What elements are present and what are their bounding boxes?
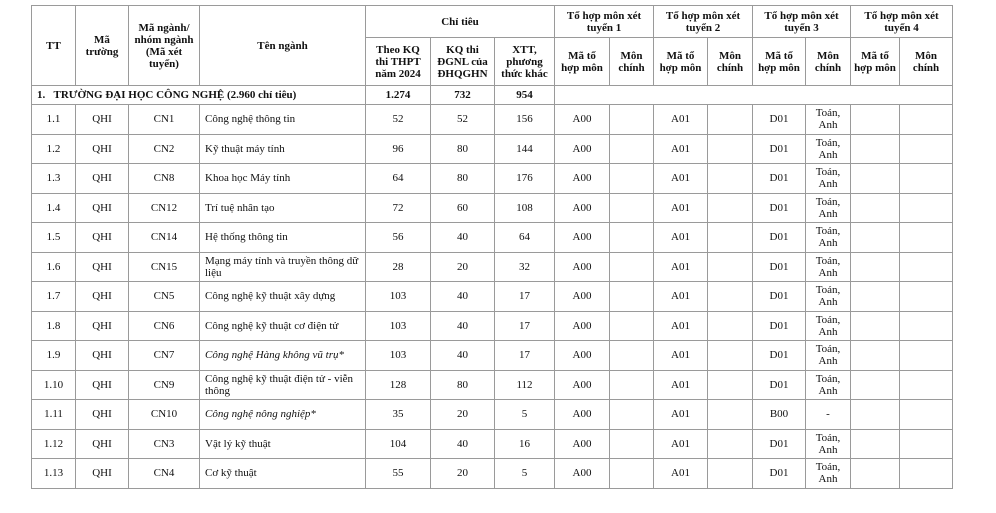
cell-mon-chinh-4 bbox=[900, 164, 953, 194]
section-row bbox=[32, 86, 953, 105]
section-dgnl: 732 bbox=[431, 86, 495, 105]
cell-to-hop-1: A00 bbox=[555, 164, 610, 194]
header-dgnl: KQ thi ĐGNL của ĐHQGHN bbox=[431, 38, 495, 86]
header-xtt: XTT, phương thức khác bbox=[495, 38, 555, 86]
cell-tt: 1.10 bbox=[32, 370, 76, 400]
cell-dgnl: 40 bbox=[431, 282, 495, 312]
cell-tt: 1.6 bbox=[32, 252, 76, 282]
cell-mon-chinh-2 bbox=[708, 134, 753, 164]
cell-to-hop-3: D01 bbox=[753, 164, 806, 194]
cell-mon-chinh-1 bbox=[610, 400, 654, 430]
cell-mon-chinh-1 bbox=[610, 252, 654, 282]
cell-thpt: 55 bbox=[366, 459, 431, 489]
cell-dgnl: 52 bbox=[431, 105, 495, 135]
cell-to-hop-1: A00 bbox=[555, 459, 610, 489]
cell-mon-chinh-4 bbox=[900, 223, 953, 253]
cell-mon-chinh-3: Toán, Anh bbox=[806, 459, 851, 489]
cell-ten-nganh: Công nghệ kỹ thuật điện tử - viễn thông bbox=[200, 370, 366, 400]
cell-mon-chinh-3: Toán, Anh bbox=[806, 134, 851, 164]
header-to-hop-4: Tổ hợp môn xét tuyển 4 bbox=[851, 6, 953, 38]
cell-to-hop-4 bbox=[851, 223, 900, 253]
cell-dgnl: 20 bbox=[431, 400, 495, 430]
cell-to-hop-3: D01 bbox=[753, 252, 806, 282]
cell-mon-chinh-4 bbox=[900, 252, 953, 282]
cell-mon-chinh-2 bbox=[708, 400, 753, 430]
cell-to-hop-3: D01 bbox=[753, 311, 806, 341]
cell-ma-truong: QHI bbox=[76, 134, 129, 164]
cell-to-hop-4 bbox=[851, 459, 900, 489]
cell-ten-nganh: Vật lý kỹ thuật bbox=[200, 429, 366, 459]
cell-to-hop-1: A00 bbox=[555, 223, 610, 253]
table-row bbox=[32, 223, 953, 253]
cell-ma-truong: QHI bbox=[76, 400, 129, 430]
header-tt: TT bbox=[32, 6, 76, 86]
cell-ma-nganh: CN10 bbox=[129, 400, 200, 430]
cell-thpt: 35 bbox=[366, 400, 431, 430]
cell-to-hop-4 bbox=[851, 311, 900, 341]
cell-ma-nganh: CN7 bbox=[129, 341, 200, 371]
cell-mon-chinh-2 bbox=[708, 252, 753, 282]
cell-dgnl: 60 bbox=[431, 193, 495, 223]
cell-ma-truong: QHI bbox=[76, 311, 129, 341]
cell-to-hop-3: D01 bbox=[753, 134, 806, 164]
cell-ma-truong: QHI bbox=[76, 252, 129, 282]
cell-mon-chinh-3: Toán, Anh bbox=[806, 193, 851, 223]
cell-mon-chinh-2 bbox=[708, 223, 753, 253]
cell-mon-chinh-3: Toán, Anh bbox=[806, 105, 851, 135]
cell-ten-nganh: Cơ kỹ thuật bbox=[200, 459, 366, 489]
cell-mon-chinh-4 bbox=[900, 459, 953, 489]
cell-ma-truong: QHI bbox=[76, 223, 129, 253]
cell-ma-nganh: CN3 bbox=[129, 429, 200, 459]
cell-to-hop-2: A01 bbox=[654, 429, 708, 459]
cell-to-hop-1: A00 bbox=[555, 311, 610, 341]
cell-mon-chinh-4 bbox=[900, 134, 953, 164]
cell-to-hop-3: D01 bbox=[753, 105, 806, 135]
header-ma-to-hop-3: Mã tổ hợp môn bbox=[753, 38, 806, 86]
cell-to-hop-3: D01 bbox=[753, 370, 806, 400]
cell-to-hop-2: A01 bbox=[654, 164, 708, 194]
table-header bbox=[32, 6, 953, 86]
cell-mon-chinh-1 bbox=[610, 164, 654, 194]
cell-tt: 1.9 bbox=[32, 341, 76, 371]
cell-xtt: 156 bbox=[495, 105, 555, 135]
cell-mon-chinh-2 bbox=[708, 429, 753, 459]
table-body bbox=[32, 86, 953, 489]
header-to-hop-2: Tổ hợp môn xét tuyển 2 bbox=[654, 6, 753, 38]
cell-to-hop-1: A00 bbox=[555, 105, 610, 135]
cell-ma-truong: QHI bbox=[76, 370, 129, 400]
cell-to-hop-4 bbox=[851, 134, 900, 164]
cell-mon-chinh-4 bbox=[900, 341, 953, 371]
cell-dgnl: 40 bbox=[431, 429, 495, 459]
cell-thpt: 103 bbox=[366, 282, 431, 312]
section-title bbox=[32, 86, 366, 105]
cell-ten-nganh: Kỹ thuật máy tính bbox=[200, 134, 366, 164]
header-mon-chinh-1: Môn chính bbox=[610, 38, 654, 86]
cell-to-hop-2: A01 bbox=[654, 105, 708, 135]
cell-dgnl: 20 bbox=[431, 252, 495, 282]
header-ma-to-hop-4: Mã tổ hợp môn bbox=[851, 38, 900, 86]
cell-ma-nganh: CN1 bbox=[129, 105, 200, 135]
cell-dgnl: 40 bbox=[431, 223, 495, 253]
cell-mon-chinh-1 bbox=[610, 459, 654, 489]
cell-ma-truong: QHI bbox=[76, 282, 129, 312]
cell-to-hop-1: A00 bbox=[555, 134, 610, 164]
cell-mon-chinh-4 bbox=[900, 193, 953, 223]
cell-mon-chinh-1 bbox=[610, 341, 654, 371]
cell-ma-nganh: CN6 bbox=[129, 311, 200, 341]
header-ma-truong: Mã trường bbox=[76, 6, 129, 86]
cell-to-hop-3: D01 bbox=[753, 429, 806, 459]
cell-to-hop-3: D01 bbox=[753, 193, 806, 223]
cell-ma-nganh: CN5 bbox=[129, 282, 200, 312]
cell-ma-truong: QHI bbox=[76, 164, 129, 194]
cell-tt: 1.2 bbox=[32, 134, 76, 164]
cell-mon-chinh-1 bbox=[610, 105, 654, 135]
cell-mon-chinh-3: Toán, Anh bbox=[806, 429, 851, 459]
cell-dgnl: 80 bbox=[431, 370, 495, 400]
cell-to-hop-1: A00 bbox=[555, 341, 610, 371]
cell-ma-nganh: CN9 bbox=[129, 370, 200, 400]
table-row bbox=[32, 282, 953, 312]
table-row bbox=[32, 341, 953, 371]
cell-mon-chinh-2 bbox=[708, 105, 753, 135]
cell-thpt: 103 bbox=[366, 341, 431, 371]
cell-xtt: 5 bbox=[495, 400, 555, 430]
cell-tt: 1.11 bbox=[32, 400, 76, 430]
header-mon-chinh-4: Môn chính bbox=[900, 38, 953, 86]
cell-ma-nganh: CN12 bbox=[129, 193, 200, 223]
header-ma-to-hop-2: Mã tổ hợp môn bbox=[654, 38, 708, 86]
cell-to-hop-1: A00 bbox=[555, 282, 610, 312]
cell-ma-truong: QHI bbox=[76, 105, 129, 135]
cell-thpt: 52 bbox=[366, 105, 431, 135]
cell-to-hop-2: A01 bbox=[654, 223, 708, 253]
cell-mon-chinh-3: Toán, Anh bbox=[806, 311, 851, 341]
table-row bbox=[32, 134, 953, 164]
cell-to-hop-4 bbox=[851, 370, 900, 400]
cell-mon-chinh-2 bbox=[708, 459, 753, 489]
cell-thpt: 72 bbox=[366, 193, 431, 223]
header-chi-tieu: Chỉ tiêu bbox=[366, 6, 555, 38]
cell-thpt: 103 bbox=[366, 311, 431, 341]
header-to-hop-1: Tổ hợp môn xét tuyển 1 bbox=[555, 6, 654, 38]
cell-xtt: 176 bbox=[495, 164, 555, 194]
header-ma-nganh: Mã ngành/ nhóm ngành (Mã xét tuyển) bbox=[129, 6, 200, 86]
section-name: TRƯỜNG ĐẠI HỌC CÔNG NGHỆ (2.960 chỉ tiêu) bbox=[53, 89, 297, 101]
cell-mon-chinh-3: Toán, Anh bbox=[806, 252, 851, 282]
cell-to-hop-2: A01 bbox=[654, 459, 708, 489]
cell-thpt: 56 bbox=[366, 223, 431, 253]
section-empty bbox=[555, 86, 953, 105]
cell-ten-nganh: Công nghệ thông tin bbox=[200, 105, 366, 135]
cell-to-hop-2: A01 bbox=[654, 252, 708, 282]
cell-ma-truong: QHI bbox=[76, 429, 129, 459]
cell-xtt: 32 bbox=[495, 252, 555, 282]
cell-tt: 1.7 bbox=[32, 282, 76, 312]
cell-ma-nganh: CN2 bbox=[129, 134, 200, 164]
cell-dgnl: 40 bbox=[431, 311, 495, 341]
cell-dgnl: 80 bbox=[431, 164, 495, 194]
section-thpt: 1.274 bbox=[366, 86, 431, 105]
cell-tt: 1.4 bbox=[32, 193, 76, 223]
table-row bbox=[32, 252, 953, 282]
cell-to-hop-2: A01 bbox=[654, 370, 708, 400]
cell-xtt: 108 bbox=[495, 193, 555, 223]
cell-mon-chinh-1 bbox=[610, 429, 654, 459]
header-to-hop-3: Tổ hợp môn xét tuyển 3 bbox=[753, 6, 851, 38]
cell-to-hop-4 bbox=[851, 252, 900, 282]
header-ten-nganh: Tên ngành bbox=[200, 6, 366, 86]
table-row bbox=[32, 370, 953, 400]
cell-mon-chinh-4 bbox=[900, 370, 953, 400]
section-index: 1. bbox=[37, 89, 46, 101]
cell-mon-chinh-2 bbox=[708, 341, 753, 371]
cell-mon-chinh-2 bbox=[708, 311, 753, 341]
table-row bbox=[32, 400, 953, 430]
cell-mon-chinh-4 bbox=[900, 282, 953, 312]
cell-mon-chinh-4 bbox=[900, 429, 953, 459]
table-row bbox=[32, 164, 953, 194]
cell-mon-chinh-2 bbox=[708, 193, 753, 223]
cell-mon-chinh-3: - bbox=[806, 400, 851, 430]
cell-ten-nganh: Công nghệ nông nghiệp* bbox=[200, 400, 366, 430]
cell-to-hop-3: D01 bbox=[753, 459, 806, 489]
cell-dgnl: 80 bbox=[431, 134, 495, 164]
cell-mon-chinh-1 bbox=[610, 311, 654, 341]
cell-ma-nganh: CN14 bbox=[129, 223, 200, 253]
cell-thpt: 96 bbox=[366, 134, 431, 164]
cell-to-hop-2: A01 bbox=[654, 134, 708, 164]
cell-ma-truong: QHI bbox=[76, 193, 129, 223]
cell-xtt: 64 bbox=[495, 223, 555, 253]
cell-to-hop-4 bbox=[851, 341, 900, 371]
cell-ma-nganh: CN8 bbox=[129, 164, 200, 194]
cell-to-hop-4 bbox=[851, 193, 900, 223]
header-ma-to-hop-1: Mã tổ hợp môn bbox=[555, 38, 610, 86]
cell-tt: 1.12 bbox=[32, 429, 76, 459]
admission-quota-table bbox=[31, 5, 953, 489]
cell-ten-nganh: Trí tuệ nhân tạo bbox=[200, 193, 366, 223]
cell-to-hop-1: A00 bbox=[555, 429, 610, 459]
cell-ten-nganh: Công nghệ kỹ thuật cơ điện tử bbox=[200, 311, 366, 341]
cell-to-hop-4 bbox=[851, 164, 900, 194]
cell-mon-chinh-2 bbox=[708, 164, 753, 194]
cell-mon-chinh-3: Toán, Anh bbox=[806, 341, 851, 371]
cell-xtt: 144 bbox=[495, 134, 555, 164]
cell-mon-chinh-3: Toán, Anh bbox=[806, 164, 851, 194]
cell-ma-truong: QHI bbox=[76, 341, 129, 371]
cell-thpt: 104 bbox=[366, 429, 431, 459]
cell-tt: 1.3 bbox=[32, 164, 76, 194]
cell-thpt: 128 bbox=[366, 370, 431, 400]
cell-mon-chinh-3: Toán, Anh bbox=[806, 370, 851, 400]
cell-xtt: 17 bbox=[495, 311, 555, 341]
cell-mon-chinh-3: Toán, Anh bbox=[806, 223, 851, 253]
cell-to-hop-3: D01 bbox=[753, 282, 806, 312]
cell-ma-nganh: CN15 bbox=[129, 252, 200, 282]
cell-to-hop-2: A01 bbox=[654, 400, 708, 430]
cell-to-hop-3: D01 bbox=[753, 341, 806, 371]
cell-mon-chinh-3: Toán, Anh bbox=[806, 282, 851, 312]
table-row bbox=[32, 193, 953, 223]
cell-mon-chinh-1 bbox=[610, 370, 654, 400]
cell-mon-chinh-2 bbox=[708, 282, 753, 312]
cell-to-hop-2: A01 bbox=[654, 341, 708, 371]
cell-to-hop-4 bbox=[851, 400, 900, 430]
cell-to-hop-2: A01 bbox=[654, 282, 708, 312]
cell-dgnl: 40 bbox=[431, 341, 495, 371]
cell-tt: 1.13 bbox=[32, 459, 76, 489]
section-xtt: 954 bbox=[495, 86, 555, 105]
cell-mon-chinh-4 bbox=[900, 105, 953, 135]
cell-to-hop-4 bbox=[851, 282, 900, 312]
table-row bbox=[32, 429, 953, 459]
table-row bbox=[32, 459, 953, 489]
cell-mon-chinh-1 bbox=[610, 193, 654, 223]
cell-xtt: 112 bbox=[495, 370, 555, 400]
cell-to-hop-1: A00 bbox=[555, 193, 610, 223]
cell-xtt: 17 bbox=[495, 282, 555, 312]
cell-to-hop-3: B00 bbox=[753, 400, 806, 430]
cell-mon-chinh-1 bbox=[610, 282, 654, 312]
cell-to-hop-1: A00 bbox=[555, 400, 610, 430]
header-thpt: Theo KQ thi THPT năm 2024 bbox=[366, 38, 431, 86]
cell-thpt: 28 bbox=[366, 252, 431, 282]
cell-ten-nganh: Hệ thống thông tin bbox=[200, 223, 366, 253]
cell-to-hop-1: A00 bbox=[555, 252, 610, 282]
cell-ten-nganh: Công nghệ kỹ thuật xây dựng bbox=[200, 282, 366, 312]
cell-to-hop-3: D01 bbox=[753, 223, 806, 253]
cell-ma-nganh: CN4 bbox=[129, 459, 200, 489]
cell-mon-chinh-1 bbox=[610, 223, 654, 253]
cell-ten-nganh: Mạng máy tính và truyền thông dữ liệu bbox=[200, 252, 366, 282]
cell-tt: 1.5 bbox=[32, 223, 76, 253]
header-mon-chinh-3: Môn chính bbox=[806, 38, 851, 86]
table-row bbox=[32, 105, 953, 135]
cell-ten-nganh: Khoa học Máy tính bbox=[200, 164, 366, 194]
cell-to-hop-1: A00 bbox=[555, 370, 610, 400]
cell-mon-chinh-4 bbox=[900, 311, 953, 341]
header-mon-chinh-2: Môn chính bbox=[708, 38, 753, 86]
cell-xtt: 17 bbox=[495, 341, 555, 371]
cell-ten-nganh: Công nghệ Hàng không vũ trụ* bbox=[200, 341, 366, 371]
cell-dgnl: 20 bbox=[431, 459, 495, 489]
cell-mon-chinh-2 bbox=[708, 370, 753, 400]
cell-xtt: 16 bbox=[495, 429, 555, 459]
cell-tt: 1.1 bbox=[32, 105, 76, 135]
cell-to-hop-2: A01 bbox=[654, 193, 708, 223]
cell-to-hop-2: A01 bbox=[654, 311, 708, 341]
cell-ma-truong: QHI bbox=[76, 459, 129, 489]
cell-mon-chinh-4 bbox=[900, 400, 953, 430]
cell-xtt: 5 bbox=[495, 459, 555, 489]
cell-thpt: 64 bbox=[366, 164, 431, 194]
cell-to-hop-4 bbox=[851, 105, 900, 135]
table-row bbox=[32, 311, 953, 341]
cell-tt: 1.8 bbox=[32, 311, 76, 341]
cell-to-hop-4 bbox=[851, 429, 900, 459]
cell-mon-chinh-1 bbox=[610, 134, 654, 164]
